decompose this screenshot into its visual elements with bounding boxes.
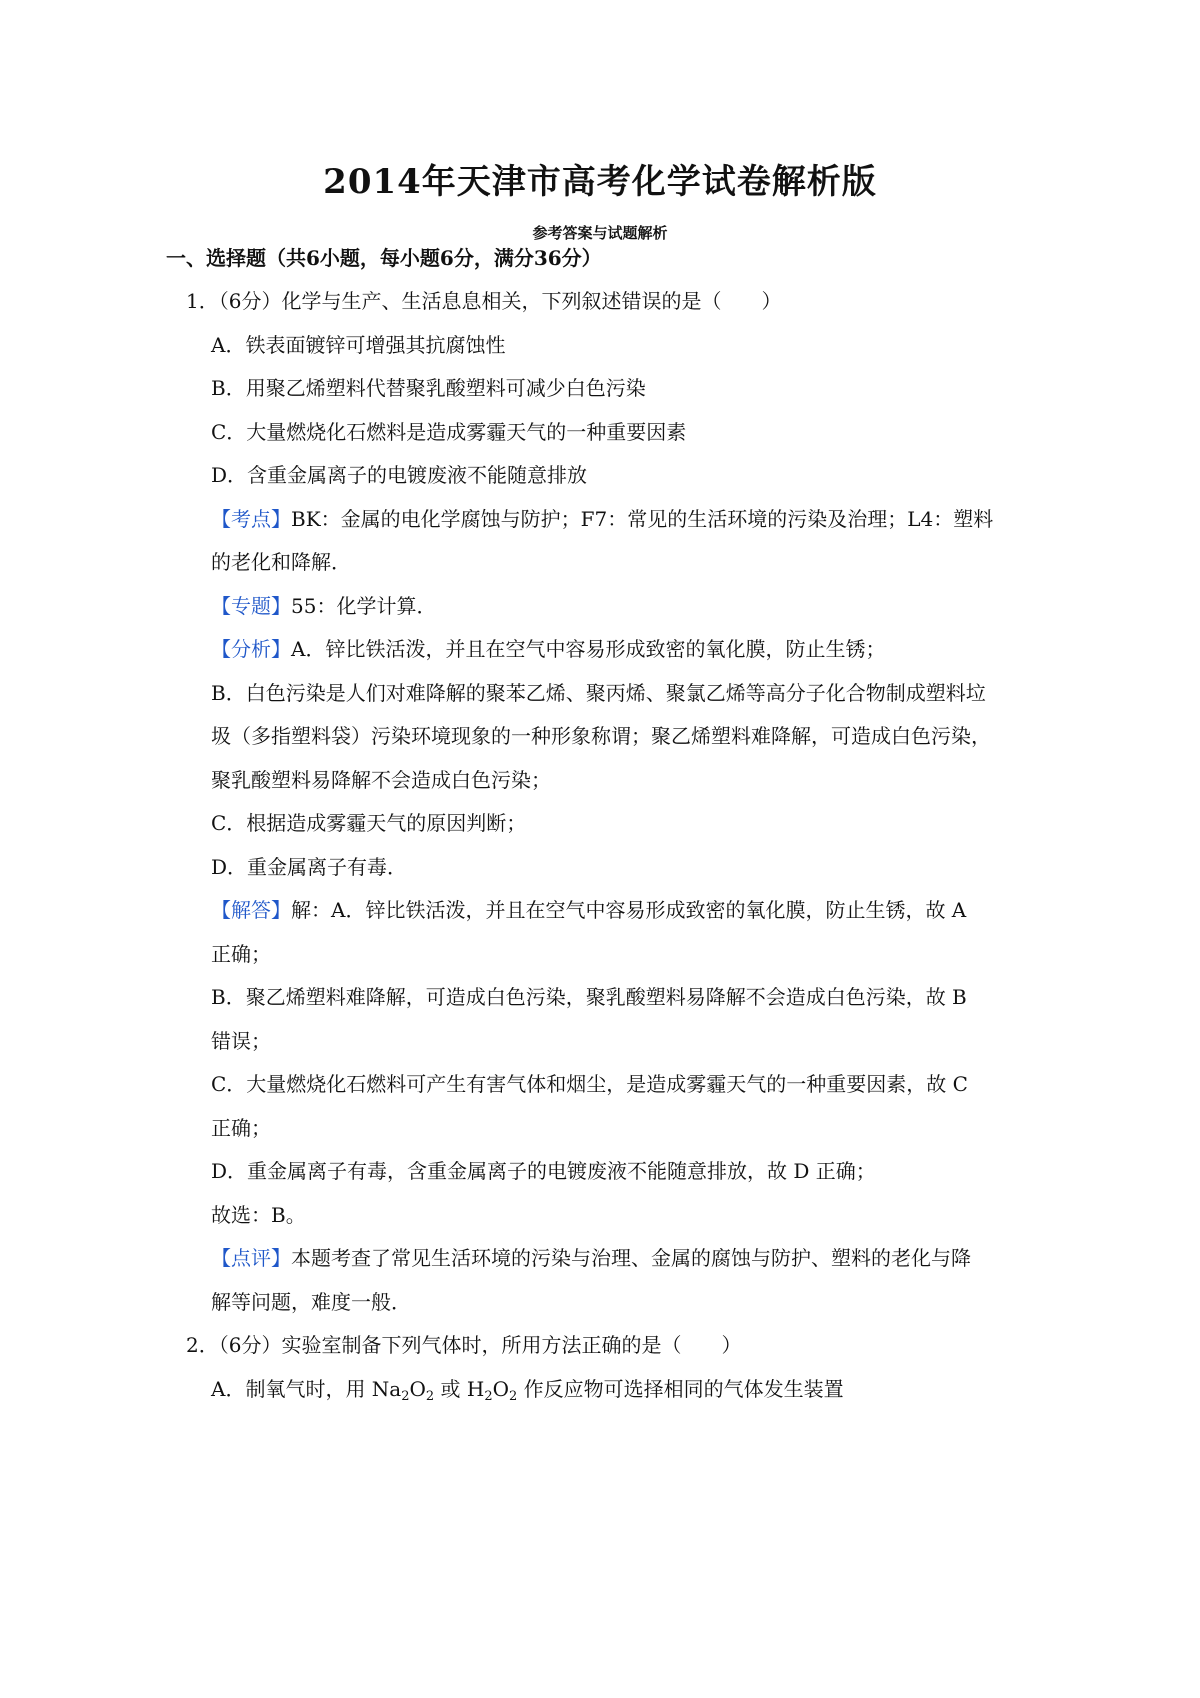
zhuanti-tag: 【专题】 [211, 594, 291, 618]
subscript: 2 [401, 1389, 410, 1404]
q1-option-c: C．大量燃烧化石燃料是造成雾霾天气的一种重要因素 [211, 420, 687, 444]
q1-option-d: D．含重金属离子的电镀废液不能随意排放 [211, 463, 588, 487]
q1-fenxi-line: D．重金属离子有毒． [211, 855, 408, 879]
q1-jieda-line: D．重金属离子有毒，含重金属离子的电镀废液不能随意排放，故 D 正确； [211, 1159, 876, 1183]
subscript: 2 [509, 1389, 518, 1404]
subscript: 2 [425, 1389, 435, 1404]
jieda-tag: 【解答】 [211, 898, 291, 922]
q2-option-a-text: 作反应物可选择相同的气体发生装置 [517, 1377, 844, 1401]
q1-fenxi-line: 圾（多指塑料袋）污染环境现象的一种形象称谓；聚乙烯塑料难降解，可造成白色污染， [211, 724, 991, 748]
section-heading: 一、选择题（共6小题，每小题6分，满分36分） [166, 246, 602, 270]
jieda-text: 解：A．锌比铁活泼，并且在空气中容易形成致密的氧化膜，防止生锈，故 A [291, 898, 967, 922]
q2-stem: 2．（6分）实验室制备下列气体时，所用方法正确的是（ ） [186, 1333, 742, 1357]
subscript: 2 [484, 1389, 493, 1404]
q1-option-a: A．铁表面镀锌可增强其抗腐蚀性 [211, 333, 506, 357]
q1-answer: 故选：B。 [211, 1203, 306, 1227]
zhuanti-text: 55：化学计算． [291, 594, 437, 618]
kaodian-text: BK：金属的电化学腐蚀与防护；F7：常见的生活环境的污染及治理；L4：塑料 [291, 507, 994, 531]
q1-option-b: B．用聚乙烯塑料代替聚乳酸塑料可减少白色污染 [211, 376, 646, 400]
q1-fenxi-line: 聚乳酸塑料易降解不会造成白色污染； [211, 768, 551, 792]
dianping-text: 本题考查了常见生活环境的污染与治理、金属的腐蚀与防护、塑料的老化与降 [291, 1246, 971, 1270]
q1-jieda-line: C．大量燃烧化石燃料可产生有害气体和烟尘，是造成雾霾天气的一种重要因素，故 C [211, 1072, 968, 1096]
dianping-tag: 【点评】 [211, 1246, 291, 1270]
q2-option-a-text: A．制氧气时，用 Na [211, 1377, 402, 1401]
q1-stem: 1．（6分）化学与生产、生活息息相关，下列叙述错误的是（ ） [186, 289, 782, 313]
q1-fenxi-line: C．根据造成雾霾天气的原因判断； [211, 811, 527, 835]
q2-option-a-text: 或 H [434, 1377, 485, 1401]
fenxi-text: A．锌比铁活泼，并且在空气中容易形成致密的氧化膜，防止生锈； [291, 637, 886, 661]
q2-option-a-text: O [492, 1377, 510, 1401]
q1-kaodian [211, 505, 993, 533]
q2-option-a-text: O [409, 1377, 426, 1401]
kaodian-tag: 【考点】 [211, 507, 291, 531]
q1-dianping-cont: 解等问题，难度一般． [211, 1290, 411, 1314]
q1-jieda-line: 正确； [211, 942, 271, 966]
fenxi-tag: 【分析】 [211, 637, 291, 661]
q1-jieda-line: B．聚乙烯塑料难降解，可造成白色污染，聚乳酸塑料易降解不会造成白色污染，故 B [211, 985, 967, 1009]
q1-dianping [211, 1244, 971, 1272]
q1-jieda [211, 896, 966, 924]
document-title: 2014年天津市高考化学试卷解析版 [323, 162, 877, 202]
q1-jieda-line: 正确； [211, 1116, 271, 1140]
q1-fenxi [211, 635, 885, 663]
q1-jieda-line: 错误； [211, 1029, 271, 1053]
q1-kaodian-cont: 的老化和降解． [211, 550, 351, 574]
q1-zhuanti [211, 592, 436, 620]
q2-option-a [211, 1375, 844, 1411]
document-subtitle: 参考答案与试题解析 [532, 224, 668, 242]
q1-fenxi-line: B．白色污染是人们对难降解的聚苯乙烯、聚丙烯、聚氯乙烯等高分子化合物制成塑料垃 [211, 681, 986, 705]
